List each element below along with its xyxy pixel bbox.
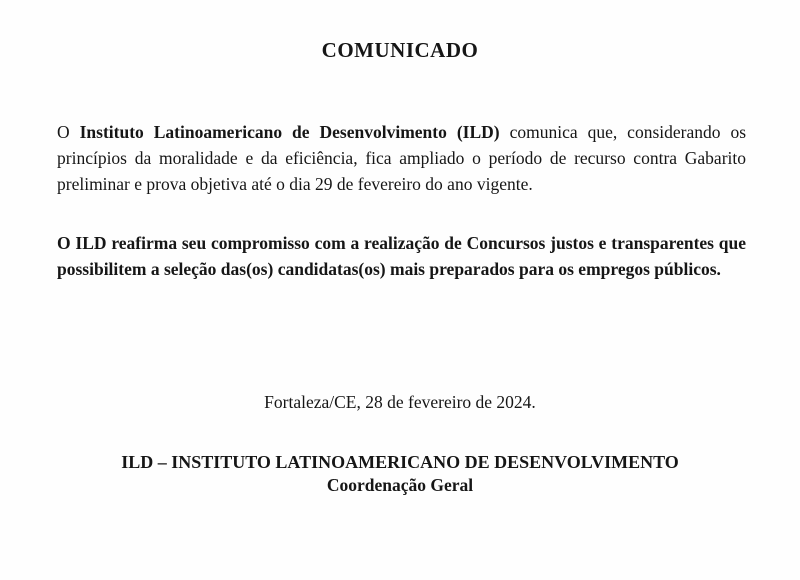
paragraph-commitment-statement: O ILD reafirma seu compromisso com a realização de Concursos justos e transparentes que possibilitem a seleção das(os) candidatas(os) mais preparados para os empregos públicos. — [57, 233, 746, 279]
paragraph-recourse-extension — [57, 119, 746, 197]
paragraph1-body-text: comunica que, considerando os princípios da moralidade e da eficiência, fica ampliado o período de recurso contra Gabarito preliminar e prova objetiva até o dia 29 de fevereiro do ano vigente. — [57, 122, 747, 194]
paragraph1-prefix: O — [57, 122, 80, 142]
date-place-line: Fortaleza/CE, 28 de fevereiro de 2024. — [264, 392, 536, 412]
paragraph1-organization-name: Instituto Latinoamericano de Desenvolvimento (ILD) — [79, 122, 500, 142]
page-title: COMUNICADO — [321, 38, 479, 62]
signature-institution-name: ILD – INSTITUTO LATINOAMERICANO DE DESENVOLVIMENTO — [121, 452, 679, 472]
signature-role: Coordenação Geral — [326, 475, 474, 495]
